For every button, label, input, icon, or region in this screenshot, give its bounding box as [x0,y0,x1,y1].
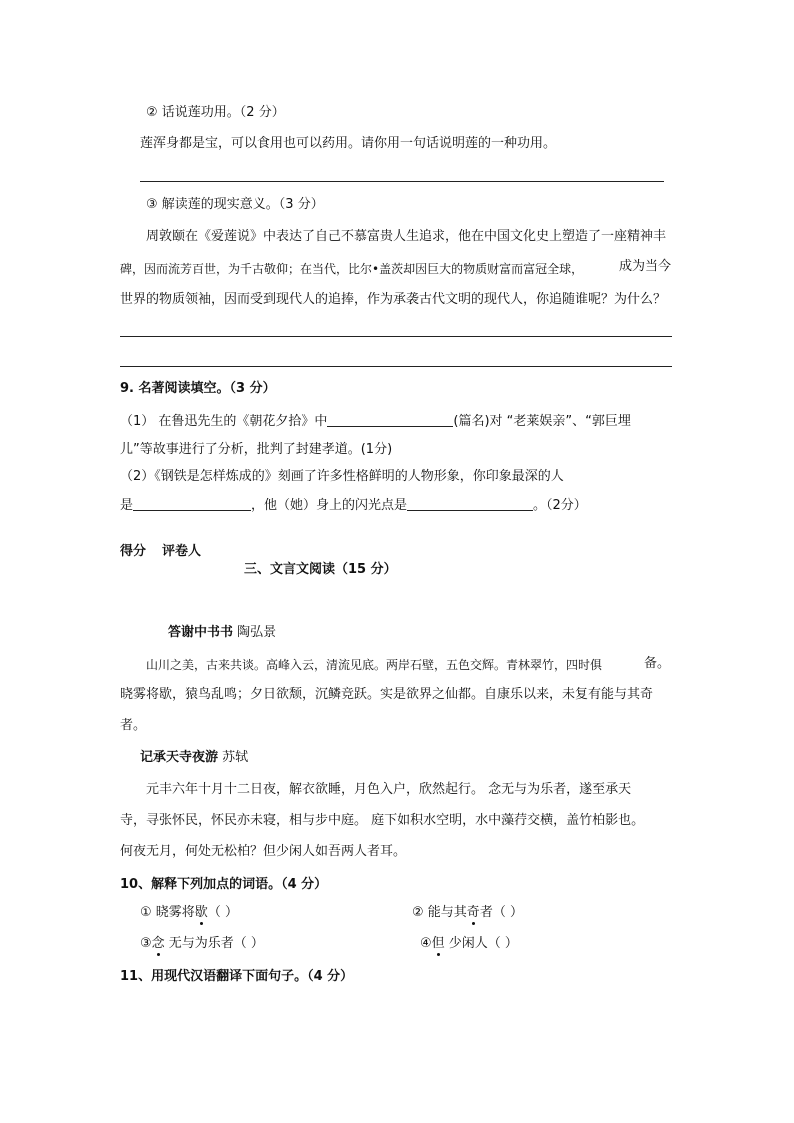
q10-item3 [140,935,264,953]
q9-item1-line2: 儿”等故事进行了分析，批判了封建孝道。(1分) [120,442,393,457]
passage1-heading [168,624,276,642]
q10-item1-dotted-word: 歇 [194,905,208,920]
q8-sub3-line1: 周敦颐在《爱莲说》中表达了自己不慕富贵人生追求，他在中国文化史上塑造了一座精神丰 [146,229,667,244]
q9-item1-line1 [120,412,631,431]
passage1-line1a: 山川之美，古来共谈。高峰入云，清流见底。两岸石壁，五色交辉。青林翠竹，四时俱 [146,658,603,672]
passage2-title: 记承天寺夜游 [140,750,219,765]
passage1-line2: 晓雾将歇，猿鸟乱鸣；夕日欲颓，沉鳞竞跃。实是欲界之仙都。自康乐以来，未复有能与其奇 [120,687,654,702]
answer-line[interactable] [120,336,672,337]
q10-item4-answer-blank[interactable]: 少闲人（ ） [444,936,518,951]
grader-label: 评卷人 [162,544,202,559]
q9-item2-text-c: ，他（她）身上的闪光点是 [251,498,408,513]
passage1-line1b: 备。 [644,656,671,671]
q11-title: 11、用现代汉语翻译下面句子。（4 分） [120,969,354,984]
q10-item1 [140,904,238,922]
q10-item4-dotted-word: 但 [431,936,445,951]
q8-sub3-line2a: 碑，因而流芳百世，为千古敬仰；在当代，比尔•盖茨却因巨大的物质财富而富冠全球， [120,262,584,276]
q9-item2-line2 [120,496,587,515]
q10-item2-label: ② 能与其 [412,905,467,920]
q10-item1-answer-blank[interactable]: （ ） [207,905,238,920]
passage1-line3: 者。 [120,718,147,733]
passage1-title: 答谢中书书 [168,625,234,640]
q9-item2-blank-trait[interactable] [407,496,533,511]
q10-item3-dotted-word: 念 [151,936,165,951]
q9-item1-blank[interactable] [327,412,453,427]
q10-title: 10、解释下列加点的词语。（4 分） [120,877,328,892]
passage1-author: 陶弘景 [237,625,277,640]
q9-item2-blank-person[interactable] [133,496,251,511]
q8-sub3-line2b: 成为当今 [619,259,672,274]
passage2-heading [140,749,248,767]
q10-item2-dotted-word: 奇 [466,905,480,920]
passage2-line2: 寺，寻张怀民，怀民亦未寝，相与步中庭。 庭下如积水空明，水中藻荇交横，盖竹柏影也。 [120,813,645,828]
q10-item2 [412,904,523,922]
q9-item2-text-b: 是 [120,498,134,513]
q8-sub2-title: ② 话说莲功用。（2 分） [146,105,285,120]
q8-sub2-prompt: 莲浑身都是宝，可以食用也可以药用。请你用一句话说明莲的一种功用。 [140,136,557,151]
q9-item1-text-a: （1） 在鲁迅先生的《朝花夕拾》中 [120,414,328,429]
answer-line[interactable] [120,366,672,367]
q10-item3-answer-blank[interactable]: 无与为乐者（ ） [164,936,264,951]
q9-title: 9. 名著阅读填空。（3 分） [120,381,276,396]
answer-line[interactable] [140,181,664,182]
q9-item2-text-d: 。（2分） [533,498,587,513]
q10-item1-label: ① 晓雾将 [140,905,195,920]
passage2-line3: 何夜无月，何处无松柏？但少闲人如吾两人者耳。 [120,844,407,859]
q9-item2-line1: （2）《钢铁是怎样炼成的》刻画了许多性格鲜明的人物形象，你印象最深的人 [120,469,564,484]
q8-sub3-title: ③ 解读莲的现实意义。（3 分） [146,197,324,212]
section3-heading: 三、文言文阅读（15 分） [244,562,397,577]
passage2-author: 苏轼 [222,750,249,765]
q8-sub3-line3: 世界的物质领袖，因而受到现代人的追捧，作为承袭古代文明的现代人，你追随谁呢？为什么？ [120,292,667,307]
passage2-line1: 元丰六年十月十二日夜，解衣欲睡，月色入户，欣然起行。 念无与为乐者，遂至承天 [146,782,632,797]
q10-item4-label: ④ [420,936,432,951]
q9-item1-text-b: (篇名)对 “老莱娱亲”、“郭巨埋 [453,414,631,429]
q10-item3-label: ③ [140,936,152,951]
score-label: 得分 [120,544,147,559]
q10-item4 [420,935,518,953]
q10-item2-answer-blank[interactable]: 者（ ） [479,905,523,920]
